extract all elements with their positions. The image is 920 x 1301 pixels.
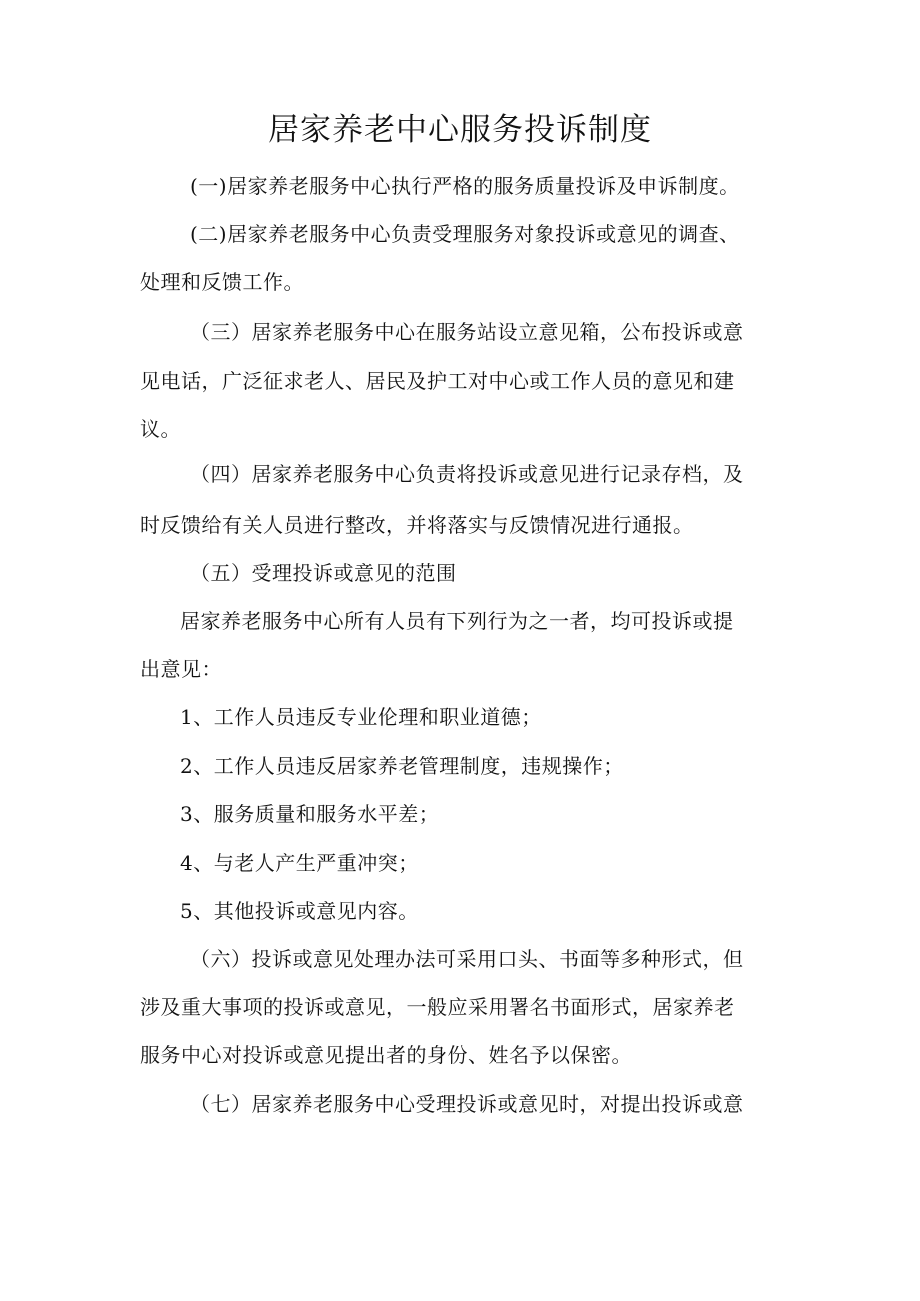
paragraph-2-line-2: 处理和反馈工作。 [140, 270, 304, 294]
list-item-5: 5、其他投诉或意见内容。 [180, 899, 419, 923]
paragraph-4-line-1: （四）居家养老服务中心负责将投诉或意见进行记录存档，及 [190, 462, 744, 486]
list-item-1: 1、工作人员违反专业伦理和职业道德； [180, 705, 542, 729]
paragraph-3-line-3: 议。 [140, 417, 181, 441]
paragraph-4-line-2: 时反馈给有关人员进行整改，并将落实与反馈情况进行通报。 [140, 513, 694, 537]
paragraph-1-line-1: (一)居家养老服务中心执行严格的服务质量投诉及申诉制度。 [190, 174, 740, 198]
paragraph-2-line-1: (二)居家养老服务中心负责受理服务对象投诉或意见的调查、 [190, 222, 740, 246]
paragraph-5-line-1: 居家养老服务中心所有人员有下列行为之一者，均可投诉或提 [180, 609, 734, 633]
list-item-2: 2、工作人员违反居家养老管理制度，违规操作； [180, 754, 624, 778]
paragraph-5-line-2: 出意见： [140, 657, 222, 681]
paragraph-6-line-1: （六）投诉或意见处理办法可采用口头、书面等多种形式，但 [190, 947, 744, 971]
document-title: 居家养老中心服务投诉制度 [268, 112, 652, 148]
paragraph-3-line-1: （三）居家养老服务中心在服务站设立意见箱，公布投诉或意 [190, 320, 744, 344]
paragraph-6-line-3: 服务中心对投诉或意见提出者的身份、姓名予以保密。 [140, 1043, 632, 1067]
section-5-heading: （五）受理投诉或意见的范围 [190, 561, 457, 585]
paragraph-6-line-2: 涉及重大事项的投诉或意见，一般应采用署名书面形式，居家养老 [140, 995, 735, 1019]
paragraph-7-line-1: （七）居家养老服务中心受理投诉或意见时，对提出投诉或意 [190, 1092, 744, 1116]
paragraph-3-line-2: 见电话，广泛征求老人、居民及护工对中心或工作人员的意见和建 [140, 369, 735, 393]
list-item-3: 3、服务质量和服务水平差； [180, 802, 440, 826]
list-item-4: 4、与老人产生严重冲突； [180, 851, 419, 875]
